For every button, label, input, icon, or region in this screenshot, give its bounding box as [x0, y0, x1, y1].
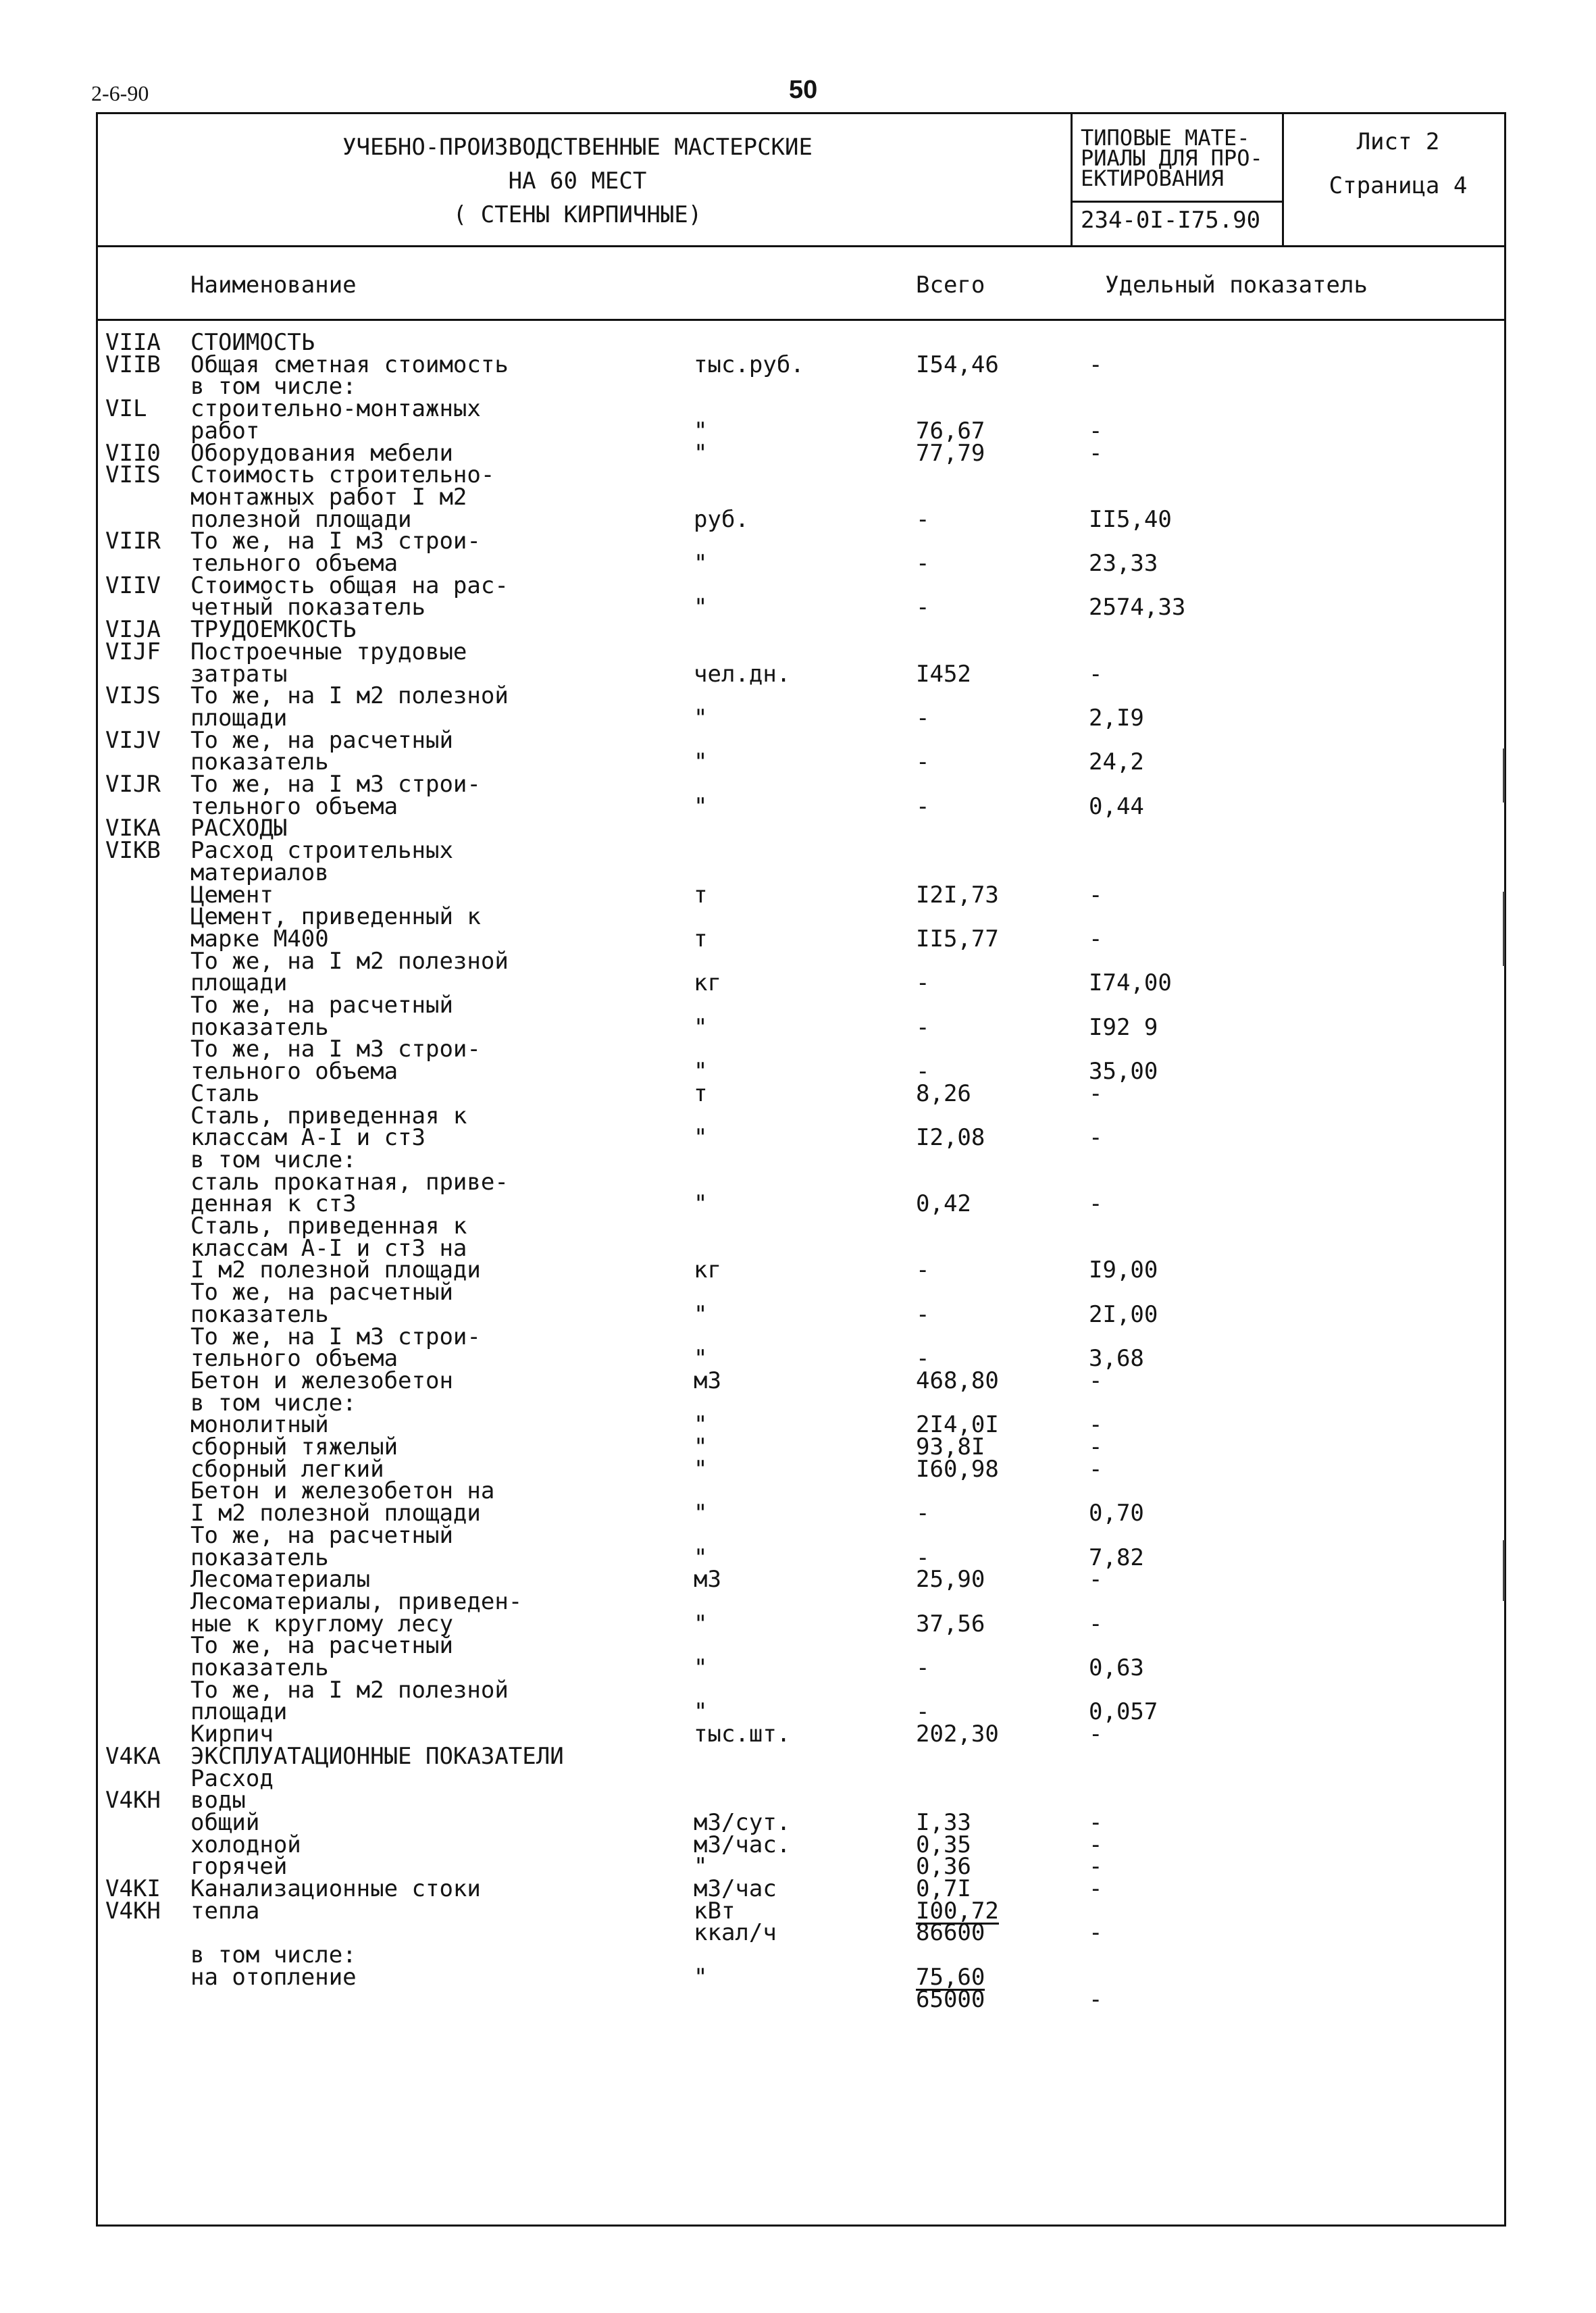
row-total: II5,77 — [916, 925, 999, 952]
row-total: - — [916, 550, 930, 577]
row-total: - — [916, 792, 930, 820]
row-unit: руб. — [694, 505, 749, 533]
row-unit: м3/час. — [694, 1831, 791, 1858]
stamp-code-divider — [1071, 201, 1282, 203]
row-name: Оборудования мебели — [190, 439, 453, 467]
row-indicator: 7,82 — [1089, 1544, 1144, 1571]
row-code: VIIA — [105, 329, 161, 356]
row-name: То же, на расчетный — [190, 1279, 453, 1306]
row-code: VIIR — [105, 528, 161, 555]
row-unit: " — [694, 1455, 708, 1483]
row-name: показатель — [190, 1013, 329, 1041]
page-number: 50 — [789, 76, 818, 104]
row-name: Общая сметная стоимость — [190, 351, 509, 378]
sheet-number: Лист 2 — [1356, 128, 1440, 155]
row-indicator: - — [1089, 351, 1103, 378]
row-name: Стоимость общая на рас- — [190, 571, 509, 599]
row-total: I452 — [916, 660, 971, 688]
row-total: 0,42 — [916, 1190, 971, 1218]
row-name: тепла — [190, 1897, 260, 1925]
row-unit: " — [694, 1190, 708, 1218]
row-name: То же, на I м2 полезной — [190, 947, 509, 975]
row-code: VIJA — [105, 616, 161, 644]
row-name: монолитный — [190, 1411, 329, 1439]
row-name: строительно-монтажных — [190, 395, 481, 423]
title-line-2: НА 60 МЕСТ — [508, 168, 647, 195]
row-unit: " — [694, 550, 708, 577]
row-name: четный показатель — [190, 594, 426, 621]
row-indicator: 23,33 — [1089, 550, 1158, 577]
row-name: То же, на I м2 полезной — [190, 682, 509, 710]
row-total: - — [916, 1654, 930, 1681]
row-code: VIKB — [105, 837, 161, 865]
row-indicator: - — [1089, 1566, 1103, 1594]
row-indicator: 2I,00 — [1089, 1300, 1158, 1328]
row-name: горячей — [190, 1853, 288, 1881]
row-name: сталь прокатная, приве- — [190, 1168, 509, 1196]
document-code: 2-6-90 — [91, 81, 149, 105]
row-unit: тыс.руб. — [694, 351, 804, 378]
row-indicator: 35,00 — [1089, 1058, 1158, 1086]
row-indicator: 0,057 — [1089, 1698, 1158, 1726]
row-total: 0,36 — [916, 1853, 971, 1881]
row-indicator: - — [1089, 1808, 1103, 1836]
row-unit: м3 — [694, 1566, 721, 1594]
row-indicator: I74,00 — [1089, 969, 1172, 997]
row-code: VIJV — [105, 726, 161, 754]
row-unit: кг — [694, 1256, 721, 1284]
margin-mark — [1503, 892, 1505, 966]
row-name: в том числе: — [190, 1389, 357, 1417]
row-code: V4KH — [105, 1897, 161, 1925]
row-indicator: - — [1089, 1985, 1103, 2013]
row-name: Цемент — [190, 881, 274, 909]
row-unit: тыс.шт. — [694, 1721, 791, 1748]
row-name: То же, на расчетный — [190, 726, 453, 754]
row-indicator: II5,40 — [1089, 505, 1172, 533]
row-unit: м3/сут. — [694, 1808, 791, 1836]
row-unit: " — [694, 439, 708, 467]
row-total: I2,08 — [916, 1124, 985, 1152]
row-name: То же, на расчетный — [190, 992, 453, 1019]
row-indicator: - — [1089, 881, 1103, 909]
row-name: Расход — [190, 1764, 274, 1792]
row-name: общий — [190, 1808, 260, 1836]
row-name: классам А-I и ст3 — [190, 1124, 426, 1152]
row-unit: " — [694, 417, 708, 444]
stamp-line-3: ЕКТИРОВАНИЯ — [1081, 166, 1224, 191]
row-indicator: 2,I9 — [1089, 704, 1144, 732]
row-name: тельного объема — [190, 1345, 398, 1373]
row-name: показатель — [190, 1654, 329, 1681]
row-total: - — [916, 1300, 930, 1328]
stamp-line-1: ТИПОВЫЕ МАТЕ- — [1081, 125, 1250, 151]
row-unit: т — [694, 1079, 708, 1107]
row-unit: " — [694, 1058, 708, 1086]
row-total: I00,72 — [916, 1897, 999, 1925]
stamp-code: 234-0I-I75.90 — [1081, 207, 1261, 234]
row-name: Построечные трудовые — [190, 638, 467, 665]
row-name: площади — [190, 969, 288, 997]
row-name: площади — [190, 704, 288, 732]
row-unit: " — [694, 1411, 708, 1439]
row-code: V4KH — [105, 1787, 161, 1814]
row-unit: " — [694, 792, 708, 820]
row-code: VIL — [105, 395, 147, 423]
title-block-divider-1 — [1071, 112, 1073, 247]
row-name: материалов — [190, 859, 329, 886]
row-indicator: - — [1089, 1190, 1103, 1218]
row-name: То же, на I м2 полезной — [190, 1676, 509, 1704]
column-header-indicator: Удельный показатель — [1105, 272, 1368, 299]
row-name: затраты — [190, 660, 288, 688]
row-total: - — [916, 748, 930, 776]
row-name: То же, на I м3 строи- — [190, 771, 481, 798]
row-indicator: - — [1089, 1124, 1103, 1152]
row-unit: " — [694, 1853, 708, 1881]
row-name: Бетон и железобетон на — [190, 1477, 495, 1505]
row-unit: кг — [694, 969, 721, 997]
row-name: Кирпич — [190, 1721, 274, 1748]
row-name: работ — [190, 417, 260, 444]
row-unit: " — [694, 1654, 708, 1681]
row-indicator: - — [1089, 1433, 1103, 1460]
row-indicator: - — [1089, 1455, 1103, 1483]
row-indicator: - — [1089, 1367, 1103, 1394]
row-name: ТРУДОЕМКОСТЬ — [190, 616, 357, 644]
row-total: - — [916, 704, 930, 732]
row-name: показатель — [190, 1300, 329, 1328]
row-code: VIIB — [105, 351, 161, 378]
row-total: 76,67 — [916, 417, 985, 444]
row-name: тельного объема — [190, 792, 398, 820]
row-total: - — [916, 1345, 930, 1373]
row-name: I м2 полезной площади — [190, 1256, 481, 1284]
row-unit: чел.дн. — [694, 660, 791, 688]
row-name: тельного объема — [190, 1058, 398, 1086]
row-total: I2I,73 — [916, 881, 999, 909]
row-name: Сталь — [190, 1079, 260, 1107]
row-name: на отопление — [190, 1963, 357, 1991]
row-total: 86600 — [916, 1919, 985, 1947]
row-name: марке М400 — [190, 925, 329, 952]
row-unit: м3 — [694, 1367, 721, 1394]
row-indicator: - — [1089, 1079, 1103, 1107]
row-name: Сталь, приведенная к — [190, 1213, 467, 1240]
row-total: 25,90 — [916, 1566, 985, 1594]
row-total: I60,98 — [916, 1455, 999, 1483]
row-name: полезной площади — [190, 505, 412, 533]
row-name: То же, на I м3 строи- — [190, 1036, 481, 1063]
row-unit: ккал/ч — [694, 1919, 777, 1947]
row-total: - — [916, 969, 930, 997]
row-name: РАСХОДЫ — [190, 815, 288, 842]
row-unit: " — [694, 1963, 708, 1991]
row-indicator: - — [1089, 439, 1103, 467]
row-total: 0,7I — [916, 1875, 971, 1902]
row-unit: " — [694, 1610, 708, 1637]
row-code: VIJF — [105, 638, 161, 665]
row-name: классам А-I и ст3 на — [190, 1234, 467, 1262]
row-name: Канализационные стоки — [190, 1875, 481, 1902]
title-line-1: УЧЕБНО-ПРОИЗВОДСТВЕННЫЕ МАСТЕРСКИЕ — [342, 134, 813, 161]
row-name: То же, на расчетный — [190, 1632, 453, 1660]
row-unit: " — [694, 1500, 708, 1527]
row-name: Цемент, приведенный к — [190, 903, 481, 931]
row-name: денная к ст3 — [190, 1190, 357, 1218]
row-name: Расход строительных — [190, 837, 453, 865]
row-name: I м2 полезной площади — [190, 1500, 481, 1527]
row-name: ЭКСПЛУАТАЦИОННЫЕ ПОКАЗАТЕЛИ — [190, 1742, 564, 1770]
row-name: холодной — [190, 1831, 301, 1858]
row-indicator: 24,2 — [1089, 748, 1144, 776]
row-name: СТОИМОСТЬ — [190, 329, 315, 356]
row-indicator: 0,70 — [1089, 1500, 1144, 1527]
row-name: Сталь, приведенная к — [190, 1102, 467, 1129]
row-name: Бетон и железобетон — [190, 1367, 453, 1394]
row-total: 77,79 — [916, 439, 985, 467]
row-total: 37,56 — [916, 1610, 985, 1637]
row-name: площади — [190, 1698, 288, 1726]
row-total: 202,30 — [916, 1721, 999, 1748]
row-indicator: - — [1089, 1721, 1103, 1748]
row-total: - — [916, 1013, 930, 1041]
row-indicator: - — [1089, 1610, 1103, 1637]
row-name: То же, на I м3 строи- — [190, 1323, 481, 1350]
row-indicator: - — [1089, 660, 1103, 688]
row-total: 0,35 — [916, 1831, 971, 1858]
row-indicator: - — [1089, 1831, 1103, 1858]
row-unit: " — [694, 1698, 708, 1726]
row-indicator: - — [1089, 1919, 1103, 1947]
row-indicator: 2574,33 — [1089, 594, 1186, 621]
row-indicator: I92 9 — [1089, 1013, 1158, 1041]
row-code: VIKA — [105, 815, 161, 842]
column-header-total: Всего — [916, 272, 985, 299]
row-name: То же, на I м3 строи- — [190, 528, 481, 555]
row-name: в том числе: — [190, 1941, 357, 1969]
stamp-line-2: РИАЛЫ ДЛЯ ПРО- — [1081, 145, 1263, 171]
row-name: Лесоматериалы — [190, 1566, 371, 1594]
row-total: - — [916, 1500, 930, 1527]
row-total: 2I4,0I — [916, 1411, 999, 1439]
row-name: сборный легкий — [190, 1455, 384, 1483]
title-block-bottom-border — [96, 245, 1506, 247]
margin-mark — [1503, 1540, 1505, 1601]
row-unit: т — [694, 925, 708, 952]
margin-mark — [1503, 748, 1505, 803]
row-name: показатель — [190, 748, 329, 776]
row-code: V4KI — [105, 1875, 161, 1902]
row-name: То же, на расчетный — [190, 1521, 453, 1549]
column-header-name: Наименование — [190, 272, 357, 299]
row-indicator: 3,68 — [1089, 1345, 1144, 1373]
row-unit: " — [694, 1300, 708, 1328]
row-indicator: - — [1089, 1853, 1103, 1881]
row-code: VIIS — [105, 461, 161, 489]
row-code: VIIV — [105, 571, 161, 599]
row-name: в том числе: — [190, 1146, 357, 1173]
row-total: I54,46 — [916, 351, 999, 378]
row-unit: " — [694, 748, 708, 776]
row-unit: т — [694, 881, 708, 909]
row-indicator: - — [1089, 1411, 1103, 1439]
row-unit: м3/час — [694, 1875, 777, 1902]
row-indicator: - — [1089, 417, 1103, 444]
row-indicator: I9,00 — [1089, 1256, 1158, 1284]
row-unit: " — [694, 1433, 708, 1460]
row-name: сборный тяжелый — [190, 1433, 398, 1460]
row-total: 65000 — [916, 1985, 985, 2013]
row-total: I,33 — [916, 1808, 971, 1836]
row-code: VIJS — [105, 682, 161, 710]
row-name: воды — [190, 1787, 246, 1814]
row-code: VII0 — [105, 439, 161, 467]
row-code: VIJR — [105, 771, 161, 798]
row-indicator: 0,63 — [1089, 1654, 1144, 1681]
row-total: 75,60 — [916, 1963, 985, 1991]
row-name: ные к круглому лесу — [190, 1610, 453, 1637]
row-total: - — [916, 505, 930, 533]
row-name: монтажных работ I м2 — [190, 483, 467, 511]
row-name: Стоимость строительно- — [190, 461, 495, 489]
row-total: 93,8I — [916, 1433, 985, 1460]
row-name: в том числе: — [190, 373, 357, 401]
row-unit: " — [694, 1345, 708, 1373]
row-indicator: 0,44 — [1089, 792, 1144, 820]
row-indicator: - — [1089, 925, 1103, 952]
row-unit: " — [694, 1544, 708, 1571]
sheet-page: Страница 4 — [1329, 172, 1468, 199]
row-unit: кВт — [694, 1897, 736, 1925]
row-total: - — [916, 594, 930, 621]
row-total: 8,26 — [916, 1079, 971, 1107]
row-name: показатель — [190, 1544, 329, 1571]
row-total: - — [916, 1544, 930, 1571]
row-name: Лесоматериалы, приведен- — [190, 1587, 523, 1615]
row-unit: " — [694, 594, 708, 621]
row-total: - — [916, 1698, 930, 1726]
row-total: - — [916, 1256, 930, 1284]
row-total: 468,80 — [916, 1367, 999, 1394]
row-unit: " — [694, 1013, 708, 1041]
row-unit: " — [694, 704, 708, 732]
title-line-3: ( СТЕНЫ КИРПИЧНЫЕ) — [453, 201, 702, 228]
table-header-bottom-border — [96, 319, 1506, 321]
row-indicator: - — [1089, 1875, 1103, 1902]
row-name: тельного объема — [190, 550, 398, 577]
row-total: - — [916, 1058, 930, 1086]
row-unit: " — [694, 1124, 708, 1152]
row-code: V4KA — [105, 1742, 161, 1770]
